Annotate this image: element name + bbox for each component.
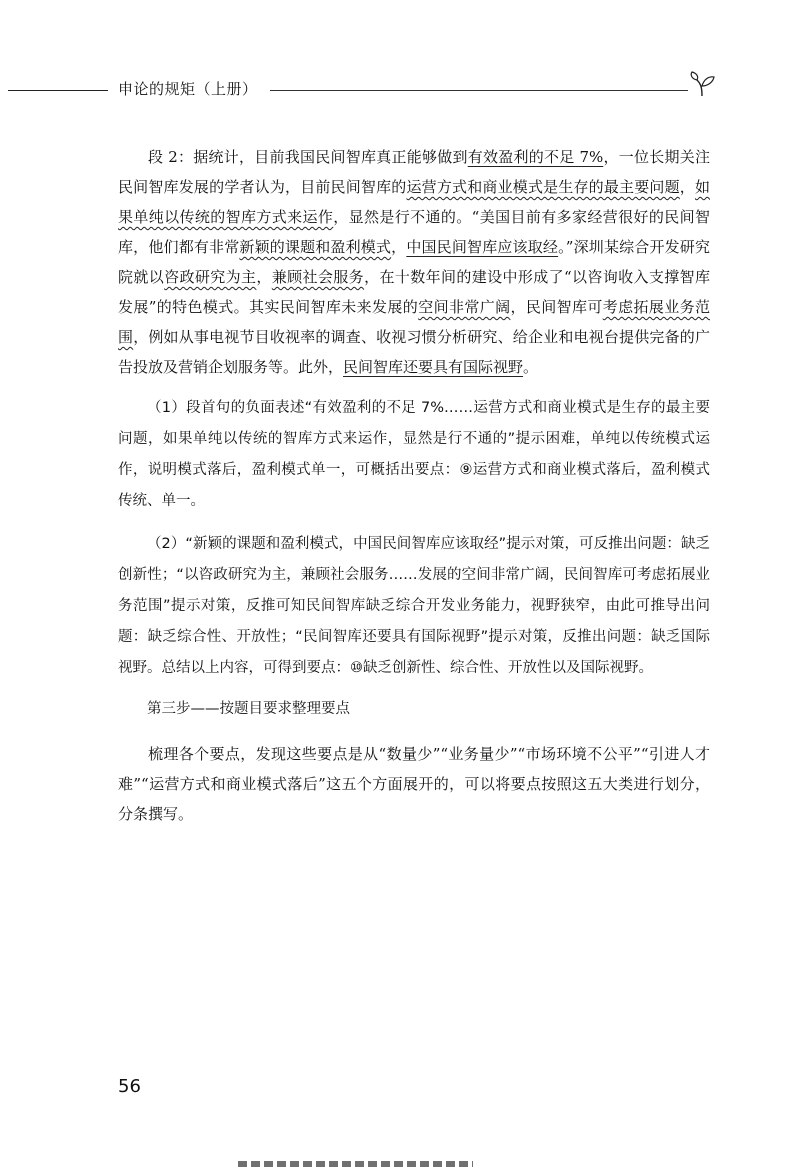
header-rule-left: [8, 90, 108, 91]
text-run: ，: [256, 268, 272, 286]
text-run: 。”深圳某综合开发研究院就以: [118, 238, 710, 286]
paragraph-2: [118, 142, 710, 382]
analysis-point-1: （1）段首句的负面表述“有效盈利的不足 7%……运营方式和商业模式是生存的最主要问题，如果单纯以传统的智库方式来运作，显然是行不通的”提示困难，单纯以传统模式运作，说明模式落后，盈利模式单一，可概括出要点：⑨运营方式和商业模式落后，盈利模式传统、单一。: [118, 400, 710, 509]
underlined-phrase: 有效盈利的不足 7%: [467, 148, 604, 166]
analysis-point-2: （2）“新颖的课题和盈利模式，中国民间智库应该取经”提示对策，可反推出问题：缺乏创新性；“以咨政研究为主，兼顾社会服务……发展的空间非常广阔，民间智库可考虑拓展业务范围”提示对策，反推可知民间智库缺乏综合开发业务能力，视野狭窄，由此可推导出问题：缺乏综合性、开放性；“民间智库还要具有国际视野”提示对策，反推出问题：缺乏国际视野。总结以上内容，可得到要点：⑩缺乏创新性、综合性、开放性以及国际视野。: [118, 536, 710, 676]
section-heading: 第三步——按题目要求整理要点: [147, 701, 350, 717]
text-run: ，民间智库可: [510, 298, 603, 316]
text-run: 。: [523, 358, 539, 376]
page-number: 56: [118, 1076, 141, 1097]
underlined-phrase: 考虑拓展业务范围: [118, 298, 710, 346]
running-header: [0, 72, 800, 102]
underlined-phrase: 如果单纯以传统的智库方式来运作: [118, 178, 710, 226]
leaf-sprout-icon: [688, 70, 716, 98]
header-title: 申论的规矩（上册）: [118, 80, 258, 98]
text-run: ，例如从事电视节目收视率的调查、收视习惯分析研究、给企业和电视台提供完备的广告投放及营销企划服务等。此外，: [118, 328, 710, 376]
text-run: ，在十数年间的建设中形成了“以咨询收入支撑智库发展”的特色模式。其实民间智库未来发展的: [118, 268, 710, 316]
text-run: ，: [391, 238, 407, 256]
underlined-phrase: 咨政研究为主: [164, 268, 257, 286]
underlined-phrase: 中国民间智库应该取经: [406, 238, 559, 256]
underlined-phrase: 新颖的课题和盈利模式: [239, 238, 392, 256]
text-run: ，显然是行不通的。“美国目前有多家经营很好的民间智库，他们都有非常: [118, 208, 710, 256]
step3-body: 梳理各个要点，发现这些要点是从“数量少”“业务量少”“市场环境不公平”“引进人才难”“运营方式和商业模式落后”这五个方面展开的，可以将要点按照这五大类进行划分，分条撰写。: [118, 744, 710, 823]
text-run: 段 2：据统计，目前我国民间智库真正能够做到: [148, 148, 468, 166]
underlined-phrase: 空间非常广阔: [418, 298, 511, 316]
underlined-phrase: 运营方式和商业模式是生存的最主要问题: [406, 178, 680, 196]
header-rule-right: [270, 90, 688, 91]
footer-scan-artifact: [238, 1155, 473, 1169]
text-run: ，: [679, 178, 695, 196]
underlined-phrase: 民间智库还要具有国际视野: [343, 358, 524, 376]
text-run: ，一位长期关注民间智库发展的学者认为，目前民间智库的: [118, 148, 710, 196]
underlined-phrase: 兼顾社会服务: [271, 268, 365, 286]
page-content: [118, 142, 710, 829]
